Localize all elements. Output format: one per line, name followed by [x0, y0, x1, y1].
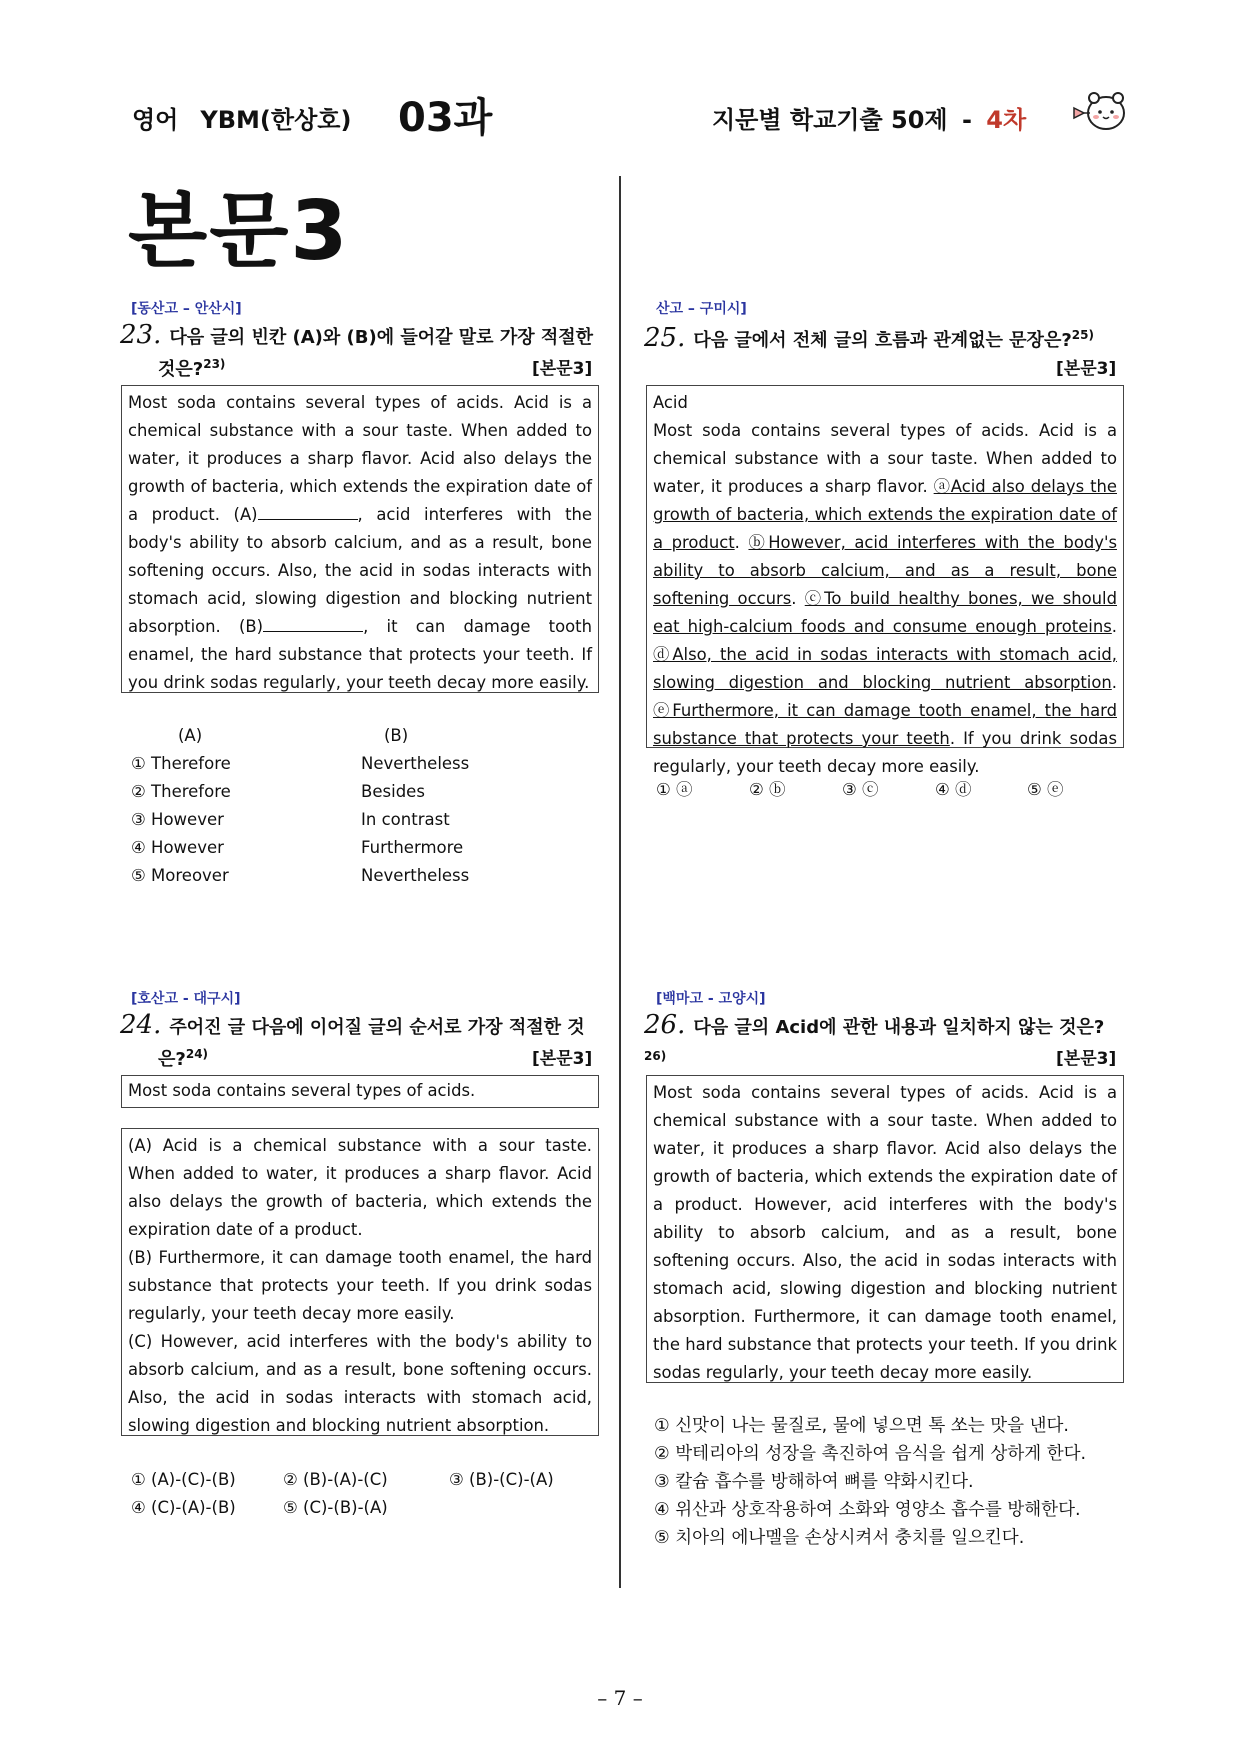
q23-passage-p1: Most soda contains several types of acids. Acid is a chemical substance with a sour taste. When added to water, it produces a sharp flavor. Acid also delays the growth of bacteria, which extends the expiration date of a product. (A) — [128, 393, 592, 524]
header-series-prefix: 지문별 학교기출 50제 — [712, 106, 948, 134]
q25-question — [644, 321, 1124, 355]
q26-option-4[interactable]: ④ 위산과 상호작용하여 소화와 영양소 흡수를 방해한다. — [654, 1500, 1081, 1520]
q25-option-3[interactable]: ③ ⓒ — [842, 780, 879, 799]
q26-tag: [본문3] — [1056, 1049, 1117, 1069]
q25-option-2[interactable]: ② ⓑ — [749, 780, 786, 799]
q24-paragraph-b: (B) Furthermore, it can damage tooth enamel, the hard substance that protects your teeth. If you drink sodas regularly, your teeth decay more easily. — [128, 1248, 592, 1323]
q25-source: 산고 – 구미시] — [656, 301, 747, 317]
q24-options — [131, 1466, 611, 1522]
q24-paragraph-a: (A) Acid is a chemical substance with a sour taste. When added to water, it produces a sharp flavor. Acid also delays the growth of bacteria, which extends the expiration date of a product. — [128, 1136, 592, 1239]
header-lesson: 03과 — [398, 95, 493, 141]
q23-tag: [본문3] — [532, 359, 593, 379]
header-round: 4차 — [986, 106, 1027, 134]
q24-paragraphs-box — [121, 1128, 599, 1436]
q26-question — [644, 1011, 1124, 1076]
q24-option-1[interactable]: ① (A)-(C)-(B) — [131, 1470, 236, 1489]
q25-number: 25. — [644, 323, 686, 353]
header-subject: 영어 — [132, 106, 179, 134]
q23-source: [동산고 – 안산시] — [131, 301, 242, 317]
q23-option-2[interactable]: ② Therefore Besides — [131, 782, 425, 801]
q26-footnote: 26) — [644, 1049, 667, 1063]
q24-given: Most soda contains several types of acids. — [128, 1081, 476, 1100]
q25-option-5[interactable]: ⑤ ⓔ — [1027, 780, 1064, 799]
q25-options — [656, 776, 1064, 804]
q24-source: [호산고 - 대구시] — [131, 991, 241, 1007]
column-divider — [619, 176, 621, 1588]
q23-option-1[interactable]: ① Therefore Nevertheless — [131, 754, 470, 773]
q25-title: Acid — [653, 393, 688, 412]
q25-sentence-a: ⓐAcid also delays the growth of bacteria, which extends the expiration date of a product — [653, 477, 1117, 552]
q24-tag: [본문3] — [532, 1049, 593, 1069]
q23-question — [120, 321, 595, 352]
q24-question — [120, 1011, 595, 1042]
q25-tag: [본문3] — [1056, 359, 1117, 379]
q24-option-5[interactable]: ⑤ (C)-(B)-(A) — [283, 1498, 388, 1517]
q26-option-2[interactable]: ② 박테리아의 성장을 촉진하여 음식을 쉽게 상하게 한다. — [654, 1444, 1087, 1464]
header-series — [712, 100, 1026, 135]
q23-passage-p3: , it can damage tooth enamel, the hard substance that protects your teeth. If you drink sodas regularly, your teeth decay more easily. — [128, 617, 592, 692]
q26-passage: Most soda contains several types of acids. Acid is a chemical substance with a sour taste. When added to water, it produces a sharp flavor. Acid also delays the growth of bacteria, which extends the expiration date of a product. However, acid interferes with the body's ability to absorb calcium, and as a result, bone softening occurs. Also, the acid in sodas interacts with stomach acid, slowing digestion and blocking nutrient absorption. Furthermore, it can damage tooth enamel, the hard substance that protects your teeth. If you drink sodas regularly, your teeth decay more easily. — [653, 1083, 1117, 1382]
q25-footnote: 25) — [1071, 328, 1094, 342]
q25-sentence-c: ⓒTo build healthy bones, we should eat high-calcium foods and consume enough proteins — [653, 589, 1117, 636]
q24-number: 24. — [120, 1010, 162, 1040]
q25-sentence-b: ⓑHowever, acid interferes with the body's ability to absorb calcium, and as a result, bone softening occurs — [653, 533, 1118, 608]
q24-option-3[interactable]: ③ (B)-(C)-(A) — [449, 1470, 554, 1489]
page-number: – 7 – — [597, 1686, 643, 1710]
q24-text-line1: 주어진 글 다음에 이어질 글의 순서로 가장 적절한 것 — [169, 1017, 585, 1038]
q25-intro: Most soda contains several types of acids. Acid is a chemical substance with a sour taste. When added to water, it produces a sharp flavor. — [653, 421, 1117, 496]
q24-paragraph-c: (C) However, acid interferes with the body's ability to absorb calcium, and as a result, bone softening occurs. Also, the acid in sodas interacts with stomach acid, slowing digestion and blocking nutrient absorption. — [128, 1332, 592, 1435]
q25-option-4[interactable]: ④ ⓓ — [935, 780, 972, 799]
q26-option-3[interactable]: ③ 칼슘 흡수를 방해하여 뼈를 약화시킨다. — [654, 1472, 974, 1492]
bear-mascot-icon — [1072, 86, 1128, 136]
q25-text-line1: 다음 글에서 전체 글의 흐름과 관계없는 문장은? — [693, 330, 1072, 351]
q26-text-line1: 다음 글의 Acid에 관한 내용과 일치하지 않는 것은? — [693, 1017, 1105, 1038]
q23-text-line1: 다음 글의 빈칸 (A)와 (B)에 들어갈 말로 가장 적절한 — [169, 327, 594, 348]
header-textbook: YBM(한상호) — [200, 106, 352, 134]
q26-number: 26. — [644, 1010, 686, 1040]
q26-passage-box — [646, 1075, 1124, 1383]
q25-outro: If you drink sodas regularly, your teeth decay more easily. — [653, 729, 1118, 776]
q26-source: [백마고 - 고양시] — [656, 991, 766, 1007]
q24-option-2[interactable]: ② (B)-(A)-(C) — [283, 1470, 388, 1489]
q23-option-3[interactable]: ③ However In contrast — [131, 810, 450, 829]
q25-option-1[interactable]: ① ⓐ — [656, 780, 693, 799]
q25-passage-box: Acid Most soda contains several types of acids. Acid is a chemical substance with a sour taste. When added to water, it produces a sharp flavor. ⓐAcid also delays the growth of bacteria, which extends the expiration date of a product. ⓑHowever, acid interferes with the body's ability to absorb calcium, and as a result, bone softening occurs. ⓒTo build healthy bones, we should eat high-calcium foods and consume enough proteins. ⓓAlso, the acid in sodas interacts with stomach acid, slowing digestion and blocking nutrient absorption. ⓔFurthermore, it can damage tooth enamel, the hard substance that protects your teeth. If you drink sodas regularly, your teeth decay more easily. — [646, 385, 1124, 748]
q23-col-b: (B) — [384, 726, 409, 745]
q24-footnote: 24) — [185, 1047, 209, 1061]
q23-options — [131, 750, 469, 890]
q25-sentence-e: ⓔFurthermore, it can damage tooth enamel, the hard substance that protects your teeth — [653, 701, 1117, 748]
q26-option-1[interactable]: ① 신맛이 나는 물질로, 물에 넣으면 톡 쏘는 맛을 낸다. — [654, 1416, 1069, 1436]
header-series-sep: - — [961, 106, 972, 134]
q25-sentence-d: ⓓAlso, the acid in sodas interacts with stomach acid, slowing digestion and blocking nutrient absorption — [653, 645, 1117, 692]
q26-options — [654, 1412, 1086, 1552]
q23-col-a: (A) — [178, 726, 203, 745]
q24-question-line2: 은?$^{24)}$ — [158, 1047, 209, 1070]
q23-option-4[interactable]: ④ However Furthermore — [131, 838, 464, 857]
page-title: 본문3 — [128, 184, 350, 279]
q23-passage-box — [121, 385, 599, 693]
q23-option-5[interactable]: ⑤ Moreover Nevertheless — [131, 866, 470, 885]
q23-blank-b — [263, 613, 363, 632]
q23-footnote: 23) — [203, 357, 226, 371]
header-subject-textbook — [132, 100, 351, 135]
q23-blank-a — [258, 501, 358, 520]
q26-option-5[interactable]: ⑤ 치아의 에나멜을 손상시켜서 충치를 일으킨다. — [654, 1528, 1025, 1548]
q24-option-4[interactable]: ④ (C)-(A)-(B) — [131, 1498, 236, 1517]
q24-given-box — [121, 1075, 599, 1108]
q23-question-line2: 것은?$^{23)}$ — [158, 357, 226, 380]
q23-passage-p2: , acid interferes with the body's ability to absorb calcium, and as a result, bone softening occurs. Also, the acid in sodas interacts with stomach acid, slowing digestion and blocking nutrient absorption. (B) — [128, 505, 592, 636]
q23-number: 23. — [120, 320, 162, 350]
